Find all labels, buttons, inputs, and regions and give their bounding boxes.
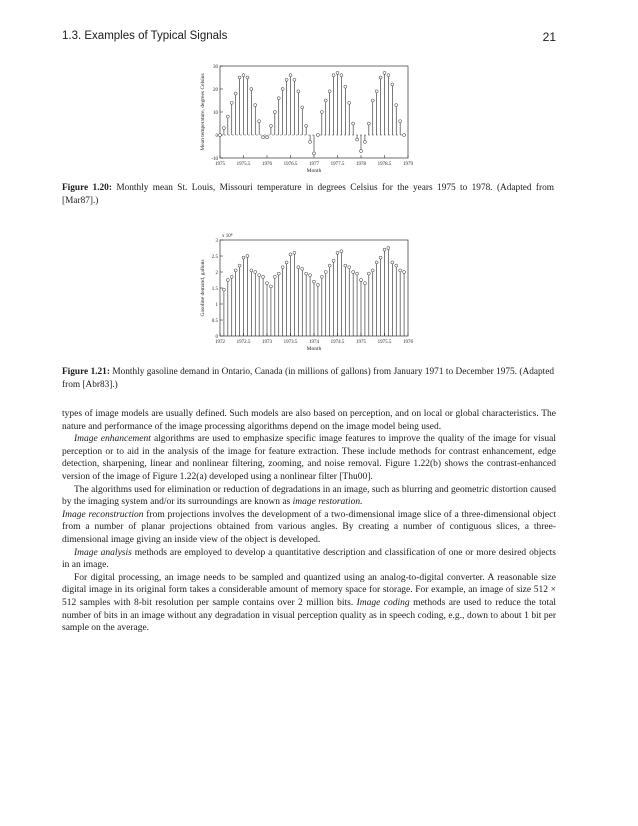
- stem-marker: [289, 74, 292, 77]
- term-image-analysis: Image analysis: [74, 547, 132, 558]
- stem-marker: [297, 266, 300, 269]
- y-tick-label: 3: [215, 239, 218, 244]
- stem-marker: [344, 85, 347, 88]
- y-tick-label: 30: [213, 65, 218, 70]
- y-tick-label: -10: [211, 157, 218, 162]
- stem-marker: [375, 90, 378, 93]
- figure-1-20: [196, 60, 416, 176]
- paragraph-6: [62, 572, 556, 635]
- x-tick-label: 1972: [215, 340, 225, 345]
- body-text: [62, 408, 556, 635]
- stem-marker: [262, 136, 265, 139]
- stem-marker: [371, 269, 374, 272]
- stem-marker: [301, 267, 304, 270]
- stem-marker: [336, 71, 339, 74]
- stem-marker: [265, 136, 268, 139]
- stem-marker: [234, 269, 237, 272]
- stem-marker: [246, 255, 249, 258]
- stem-marker: [312, 152, 315, 155]
- paragraph-3: [62, 484, 556, 509]
- x-tick-label: 1974.5: [330, 340, 345, 345]
- stem-marker: [367, 272, 370, 275]
- stem-marker: [340, 74, 343, 77]
- stem-marker: [387, 247, 390, 250]
- stem-marker: [281, 266, 284, 269]
- term-image-reconstruction: Image reconstruction: [62, 509, 144, 520]
- x-tick-label: 1974: [309, 340, 319, 345]
- stem-marker: [242, 256, 245, 259]
- stem-marker: [324, 271, 327, 274]
- stem-marker: [222, 288, 225, 291]
- stem-marker: [246, 76, 249, 79]
- stem-marker: [250, 269, 253, 272]
- y-tick-label: 0: [215, 335, 218, 340]
- stem-marker: [356, 272, 359, 275]
- stem-marker: [375, 261, 378, 264]
- x-tick-label: 1973: [262, 340, 272, 345]
- x-axis-label: Month: [306, 168, 322, 174]
- stem-marker: [383, 71, 386, 74]
- y-tick-label: 20: [213, 88, 218, 93]
- stem-marker: [234, 92, 237, 95]
- stem-marker: [312, 280, 315, 283]
- paragraph-2: [62, 433, 556, 483]
- stem-marker: [289, 253, 292, 256]
- stem-marker: [269, 124, 272, 127]
- stem-marker: [383, 248, 386, 251]
- stem-marker: [242, 74, 245, 77]
- stem-marker: [277, 272, 280, 275]
- x-tick-label: 1977.5: [330, 162, 345, 167]
- running-header: [62, 30, 556, 46]
- stem-marker: [293, 251, 296, 254]
- stem-marker: [403, 134, 406, 137]
- stem-marker: [238, 76, 241, 79]
- stem-marker: [363, 282, 366, 285]
- stem-marker: [348, 101, 351, 104]
- stem-marker: [230, 275, 233, 278]
- x-tick-label: 1977: [309, 162, 319, 167]
- paragraph-6-text: For digital processing, an image needs to be sampled and quantized using an analog-to-digital converter. A reasonable size digital image in its original form takes a considerable amount of memory space for storage. For example, an image of size 512 × 512 samples with 8-bit resolution per sample contains over 2 million bits.: [62, 572, 556, 608]
- x-axis-label: Month: [306, 346, 322, 352]
- y-tick-label: 1.5: [211, 287, 218, 292]
- temperature-stem-chart: [196, 60, 416, 176]
- stem-marker: [332, 74, 335, 77]
- y-axis-label: Mean temperature, degrees Celsius: [200, 73, 206, 151]
- stem-marker: [391, 83, 394, 86]
- stem-marker: [238, 264, 241, 267]
- y-tick-label: 10: [213, 111, 218, 116]
- stem-marker: [359, 150, 362, 153]
- stem-marker: [262, 275, 265, 278]
- stem-marker: [269, 285, 272, 288]
- stem-marker: [395, 104, 398, 107]
- stem-marker: [344, 264, 347, 267]
- stem-marker: [285, 261, 288, 264]
- stem-marker: [399, 120, 402, 123]
- x-tick-label: 1976: [262, 162, 272, 167]
- y-axis-label: Gasoline demand, gallons: [200, 259, 206, 317]
- x-tick-label: 1978.5: [377, 162, 392, 167]
- stem-marker: [222, 127, 225, 130]
- stem-marker: [348, 266, 351, 269]
- x-tick-label: 1972.5: [236, 340, 251, 345]
- stem-marker: [285, 78, 288, 81]
- stem-marker: [226, 279, 229, 282]
- stem-marker: [305, 272, 308, 275]
- stem-marker: [359, 279, 362, 282]
- paragraph-1: types of image models are usually defined. Such models are also based on perception, and on local or global characteristics. The nature and performance of the image processing algorithms depend on the image model being used.: [62, 409, 556, 432]
- stem-marker: [226, 115, 229, 118]
- stem-marker: [324, 99, 327, 102]
- stem-marker: [332, 259, 335, 262]
- paragraph-4: [62, 509, 556, 547]
- stem-marker: [250, 88, 253, 91]
- paragraph-5-text: methods are employed to develop a quantitative description and classification of one or more desired objects in an image.: [62, 547, 556, 571]
- term-image-restoration: image restoration.: [292, 497, 363, 508]
- stem-marker: [281, 88, 284, 91]
- figure-1-21-text: Monthly gasoline demand in Ontario, Canada (in millions of gallons) from January 1971 to December 1975. (Adapted from [Abr83].): [62, 367, 554, 390]
- figure-1-21: [196, 230, 416, 358]
- y-tick-label: 2: [215, 271, 218, 276]
- stem-marker: [320, 275, 323, 278]
- x-tick-label: 1975: [356, 340, 366, 345]
- stem-marker: [254, 104, 257, 107]
- stem-marker: [309, 140, 312, 143]
- paragraph-5: [62, 547, 556, 572]
- stem-marker: [379, 76, 382, 79]
- x-tick-label: 1975.5: [236, 162, 251, 167]
- x-tick-label: 1979: [403, 162, 413, 167]
- stem-marker: [399, 269, 402, 272]
- paragraph-4-text: from projections involves the development of a two-dimensional image slice of a three-dimensional object from a number of planar projections obtained from various angles. By creating a number of contiguous slices, a three-dimensional image giving an inside view of the object is developed.: [62, 509, 556, 545]
- page-number: 21: [542, 30, 556, 44]
- stem-marker: [403, 271, 406, 274]
- x-tick-label: 1976.5: [283, 162, 298, 167]
- stem-marker: [328, 264, 331, 267]
- paragraph-3-text: The algorithms used for elimination or reduction of degradations in an image, such as blurring and geometric distortion caused by the imaging system and/or its surroundings are known as: [62, 484, 556, 508]
- stem-marker: [352, 271, 355, 274]
- stem-marker: [265, 282, 268, 285]
- stem-marker: [356, 138, 359, 141]
- stem-marker: [379, 256, 382, 259]
- stem-marker: [305, 124, 308, 127]
- term-image-enhancement: Image enhancement: [74, 434, 151, 445]
- x-tick-label: 1973.5: [283, 340, 298, 345]
- figure-1-20-text: Monthly mean St. Louis, Missouri temperature in degrees Celsius for the years 1975 to 1978. (Adapted from [Mar87].): [62, 183, 555, 206]
- stem-marker: [273, 275, 276, 278]
- y-tick-label: 1: [215, 303, 218, 308]
- stem-marker: [320, 111, 323, 114]
- stem-marker: [277, 97, 280, 100]
- stem-marker: [387, 74, 390, 77]
- stem-marker: [363, 140, 366, 143]
- stem-marker: [258, 274, 261, 277]
- figure-1-21-label: Figure 1.21:: [62, 367, 110, 377]
- x-tick-label: 1975: [215, 162, 225, 167]
- y-tick-label: 2.5: [211, 255, 218, 260]
- stem-marker: [293, 78, 296, 81]
- section-title: 1.3. Examples of Typical Signals: [62, 30, 228, 42]
- y-exponent-label: x 10⁸: [222, 234, 233, 239]
- stem-marker: [230, 101, 233, 104]
- stem-marker: [316, 283, 319, 286]
- stem-marker: [254, 271, 257, 274]
- stem-marker: [273, 111, 276, 114]
- stem-marker: [297, 90, 300, 93]
- y-tick-label: 0.5: [211, 319, 218, 324]
- stem-marker: [336, 251, 339, 254]
- stem-marker: [367, 122, 370, 125]
- gasoline-stem-chart: [196, 230, 416, 358]
- x-tick-label: 1978: [356, 162, 366, 167]
- stem-marker: [258, 120, 261, 123]
- paragraph-2-text: algorithms are used to emphasize specific image features to improve the quality of the image for visual perception or to aid in the analysis of the image for feature extraction. These include methods for contrast enhancement, edge detection, sharpening, linear and nonlinear filtering, zooming, and noise removal. Figure 1.22(b) shows the contrast-enhanced version of the image of Figure 1.22(a) developed using a nonlinear filter [Thu00].: [62, 434, 557, 482]
- x-tick-label: 1975.5: [377, 340, 392, 345]
- stem-marker: [219, 134, 222, 137]
- figure-1-20-label: Figure 1.20:: [62, 183, 112, 193]
- stem-marker: [391, 261, 394, 264]
- paragraph-6-rest: methods are used to reduce the total number of bits in an image without any degradation in visual perception quality as in speech coding, e.g., down to about 1 bit per sample on the average.: [62, 597, 557, 634]
- figure-1-20-caption: [62, 182, 554, 207]
- stem-marker: [395, 264, 398, 267]
- y-tick-label: 0: [215, 134, 218, 139]
- stem-marker: [328, 90, 331, 93]
- stem-marker: [352, 122, 355, 125]
- stem-marker: [340, 250, 343, 253]
- figure-1-21-caption: [62, 366, 554, 391]
- stem-marker: [301, 106, 304, 109]
- x-tick-label: 1976: [403, 340, 413, 345]
- stem-marker: [309, 274, 312, 277]
- stem-marker: [316, 134, 319, 137]
- term-image-coding: Image coding: [356, 597, 410, 608]
- stem-marker: [371, 99, 374, 102]
